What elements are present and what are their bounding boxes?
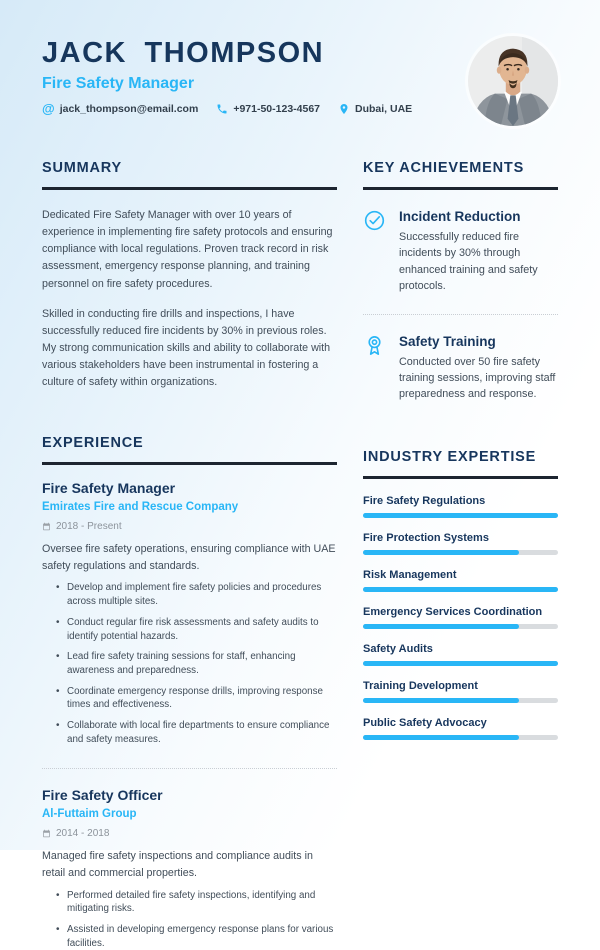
skill-bar-fill bbox=[363, 550, 519, 555]
jobs-divider bbox=[42, 768, 337, 769]
skill-label: Safety Audits bbox=[363, 642, 433, 655]
experience-heading: EXPERIENCE bbox=[42, 435, 144, 452]
job-entry bbox=[42, 787, 337, 950]
content-columns bbox=[42, 160, 558, 950]
experience-rule bbox=[42, 462, 337, 465]
skill-bar-track bbox=[363, 587, 558, 592]
achievement-body bbox=[399, 209, 558, 295]
phone-icon bbox=[216, 103, 228, 115]
job-bullet: • Performed detailed fire safety inspections, identifying and mitigating risks. bbox=[56, 889, 337, 916]
skill-label: Public Safety Advocacy bbox=[363, 716, 487, 729]
job-title: Fire Safety Manager bbox=[42, 480, 176, 497]
job-dates-text: 2014 - 2018 bbox=[56, 828, 110, 840]
skill-bar-fill bbox=[363, 661, 558, 666]
job-bullet: • Develop and implement fire safety policies and procedures across multiple sites. bbox=[56, 581, 337, 608]
achievements-section bbox=[363, 160, 558, 403]
job-description: Managed fire safety inspections and compliance audits in retail and commercial properties. bbox=[42, 850, 313, 880]
achievements-heading: KEY ACHIEVEMENTS bbox=[363, 160, 525, 176]
summary-section bbox=[42, 160, 337, 391]
skill-bar-track bbox=[363, 624, 558, 629]
achievement-title: Safety Training bbox=[399, 333, 496, 349]
calendar-icon bbox=[42, 829, 51, 838]
job-bullet: • Conduct regular fire risk assessments and safety audits to identify potential hazards. bbox=[56, 616, 337, 643]
skill-item bbox=[363, 532, 558, 555]
skill-item bbox=[363, 680, 558, 703]
left-column bbox=[42, 160, 337, 950]
person-title: Fire Safety Manager bbox=[42, 75, 195, 93]
expertise-rule bbox=[363, 476, 558, 479]
expertise-heading: INDUSTRY EXPERTISE bbox=[363, 448, 537, 465]
achievement-item bbox=[363, 334, 558, 403]
summary-paragraph: Dedicated Fire Safety Manager with over 10 years of experience in implementing fire safety protocols and ensuring compliance with local regulations. Proven track record in risk assessment, emergency response planning, and training personnel on fire safety procedures. bbox=[42, 209, 333, 290]
job-company: Emirates Fire and Rescue Company bbox=[42, 501, 239, 514]
job-dates bbox=[42, 828, 337, 839]
job-bullets bbox=[42, 889, 337, 950]
skill-bar-track bbox=[363, 698, 558, 703]
achievement-text: Conducted over 50 fire safety training sessions, improving staff preparedness and response. bbox=[399, 355, 556, 401]
achievement-body bbox=[399, 334, 558, 403]
skill-item bbox=[363, 643, 558, 666]
summary-heading: SUMMARY bbox=[42, 160, 122, 176]
skill-bar-track bbox=[363, 735, 558, 740]
resume-header bbox=[42, 38, 558, 126]
skill-bar-fill bbox=[363, 624, 519, 629]
summary-paragraph: Skilled in conducting fire drills and inspections, I have successfully reduced fire incidents by 30% in previous roles. My strong communication skills and ability to collaborate with various stakeholders have been instrumental in fostering a culture of safety within organizations. bbox=[42, 307, 331, 389]
avatar bbox=[468, 36, 558, 126]
skill-label: Fire Protection Systems bbox=[363, 531, 489, 544]
skill-item bbox=[363, 606, 558, 629]
award-ribbon-icon bbox=[363, 334, 386, 357]
achievements-divider bbox=[363, 314, 558, 315]
skill-item bbox=[363, 569, 558, 592]
job-dates bbox=[42, 521, 337, 532]
skill-label: Training Development bbox=[363, 679, 478, 692]
job-bullet: • Collaborate with local fire departments to ensure compliance and safety measures. bbox=[56, 719, 337, 746]
job-dates-text: 2018 - Present bbox=[56, 521, 122, 533]
location-text: Dubai, UAE bbox=[355, 102, 413, 115]
job-bullet: • Lead fire safety training sessions for staff, enhancing awareness and preparedness. bbox=[56, 650, 337, 677]
skill-bar-track bbox=[363, 661, 558, 666]
at-icon: @ bbox=[42, 101, 55, 117]
achievement-title: Incident Reduction bbox=[399, 209, 521, 224]
skill-bar-fill bbox=[363, 735, 519, 740]
target-check-icon bbox=[363, 209, 386, 232]
summary-rule bbox=[42, 187, 337, 190]
contact-email bbox=[42, 102, 198, 115]
job-bullets bbox=[42, 581, 337, 746]
achievement-text: Successfully reduced fire incidents by 30% through enhanced training and safety protocols. bbox=[399, 231, 538, 293]
right-column bbox=[363, 160, 558, 950]
job-entry bbox=[42, 480, 337, 746]
skill-item bbox=[363, 717, 558, 740]
contact-row bbox=[42, 102, 412, 115]
job-bullet: • Coordinate emergency response drills, improving response times and effectiveness. bbox=[56, 685, 337, 712]
job-company: Al-Futtaim Group bbox=[42, 808, 137, 821]
job-bullet: • Assisted in developing emergency response plans for various facilities. bbox=[56, 923, 337, 950]
job-description: Oversee fire safety operations, ensuring compliance with UAE safety regulations and standards. bbox=[42, 543, 336, 572]
person-name: JACK THOMPSON bbox=[42, 37, 325, 69]
phone-text: +971-50-123-4567 bbox=[233, 102, 321, 115]
skill-item bbox=[363, 495, 558, 518]
calendar-icon bbox=[42, 522, 51, 531]
skill-label: Emergency Services Coordination bbox=[363, 605, 543, 618]
skill-bar-fill bbox=[363, 587, 558, 592]
header-text bbox=[42, 38, 412, 115]
expertise-section bbox=[363, 449, 558, 740]
skill-bar-fill bbox=[363, 698, 519, 703]
email-text: jack_thompson@email.com bbox=[59, 102, 199, 115]
contact-phone bbox=[216, 103, 320, 115]
avatar-illustration bbox=[468, 36, 558, 126]
experience-section bbox=[42, 435, 337, 950]
skill-bar-track bbox=[363, 550, 558, 555]
location-pin-icon bbox=[338, 103, 350, 115]
skill-label: Fire Safety Regulations bbox=[363, 494, 486, 507]
skill-bar-track bbox=[363, 513, 558, 518]
skill-label: Risk Management bbox=[363, 568, 457, 581]
summary-body bbox=[42, 207, 337, 391]
achievement-item bbox=[363, 209, 558, 295]
contact-location bbox=[338, 103, 412, 115]
job-title: Fire Safety Officer bbox=[42, 787, 163, 804]
skill-bar-fill bbox=[363, 513, 558, 518]
achievements-rule bbox=[363, 187, 558, 190]
